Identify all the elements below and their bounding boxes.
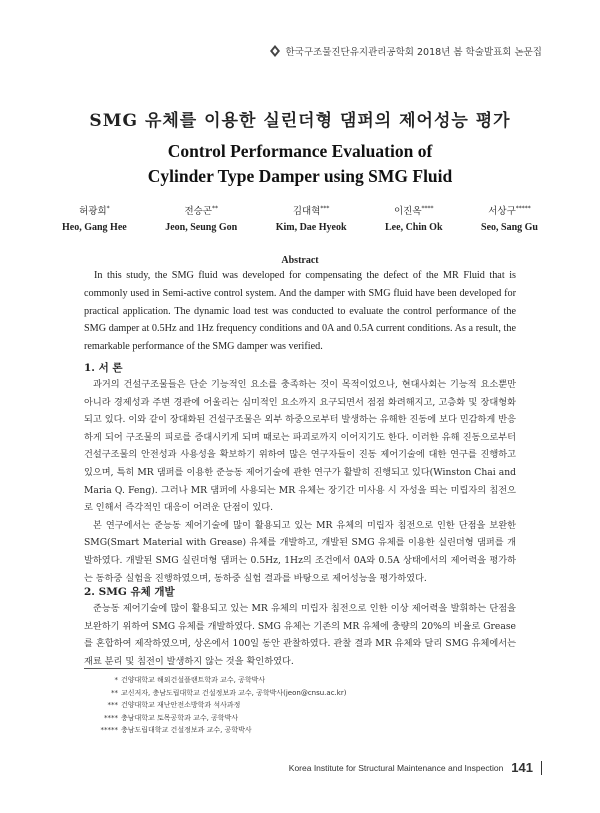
society-logo-icon — [270, 45, 280, 57]
footnote-mark: ** — [111, 688, 118, 697]
author-mark: * — [106, 204, 110, 212]
author-name-korean: 이진옥 — [394, 206, 422, 217]
section-body-smg-fluid — [84, 600, 516, 670]
footnote — [84, 712, 516, 725]
footnote — [84, 724, 516, 737]
footnote — [84, 687, 516, 700]
author-mark: **** — [421, 204, 434, 212]
footnote-mark: **** — [104, 713, 118, 722]
abstract-heading: Abstract — [281, 255, 319, 266]
footnote-mark: * — [114, 676, 118, 684]
footer-organization: Korea Institute for Structural Maintenance and Inspection — [288, 762, 504, 773]
footnote-mark: *** — [107, 701, 118, 710]
page-number: 141 — [511, 760, 533, 775]
author — [385, 203, 443, 233]
footer-divider — [541, 761, 542, 775]
author-list — [62, 203, 538, 233]
author-name-korean: 김대혁 — [292, 206, 321, 217]
running-header-text: 한국구조물진단유지관리공학회 2018년 봄 학술발표회 논문집 — [285, 47, 542, 58]
author-name-english: Jeon, Seung Gon — [165, 222, 238, 233]
author-name-english: Heo, Gang Hee — [62, 222, 127, 233]
author — [276, 203, 347, 233]
author-name-korean: 허광희 — [79, 206, 107, 217]
author-name-korean: 전승곤 — [184, 206, 212, 217]
title-english-line-1: Control Performance Evaluation of — [167, 141, 433, 161]
author-mark: ** — [211, 204, 218, 212]
footnote — [84, 674, 516, 687]
footnote-list — [84, 674, 516, 737]
title-korean: SMG 유체를 이용한 실린더형 댐퍼의 제어성능 평가 — [89, 111, 511, 131]
footnote-mark: ***** — [100, 726, 118, 735]
section-heading-smg-fluid: 2. SMG 유체 개발 — [84, 586, 175, 598]
footnote-text: 건양대학교 재난안전소방학과 석사과정 — [121, 701, 241, 710]
footnote-text: 충남대학교 토목공학과 교수, 공학박사 — [121, 713, 239, 722]
section-heading-introduction: 1. 서 론 — [84, 362, 123, 374]
author-name-english: Seo, Sang Gu — [481, 222, 538, 233]
footnote-text: 건양대학교 해외건설플랜트학과 교수, 공학박사 — [121, 676, 266, 684]
page-footer — [289, 760, 542, 775]
title-english-line-2: Cylinder Type Damper using SMG Fluid — [147, 166, 453, 186]
author — [165, 203, 237, 233]
running-header — [270, 44, 542, 58]
author-name-korean: 서상구 — [488, 206, 516, 217]
paragraph: 과거의 건설구조물들은 단순 기능적인 요소를 충족하는 것이 목적이었으나, 현대사회는 기능적 요소뿐만 아니라 경제성과 주변 경관에 어울리는 심미적인 요소까지 요구되면서 점점 화려해지고, 고층화 및 장대형화 되고 있다. 이와 같이 장대화된 건설구조물은 외부 하중으로부터 발생하는 유해한 진동에 보다 민감하게 반응하게 되어 구조물의 피로를 증대시키게 되며 때로는 파괴로까지 이어지기도 한다. 이러한 유해 진동으로부터 건설구조물의 안전성과 사용성을 확보하기 위하여 많은 연구자들이 진동 제어기술에 대한 연구를 진행하고 있으며, 특히 MR 댐퍼를 이용한 준능동 제어기술에 관한 연구가 활발히 진행되고 있다(Winston Chai and Maria Q. Feng). 그러나 MR 댐퍼에 사용되는 MR 유체는 장기간 미사용 시 자성을 띄는 미립자의 침전으로 인해서 즉각적인 대응이 어려운 단점이 있다. — [84, 379, 516, 514]
paragraph: 준능동 제어기술에 많이 활용되고 있는 MR 유체의 미립자 침전으로 인한 이상 제어력을 발휘하는 단점을 보완하기 위하여 SMG 유체를 개발하였다. SMG 유체는 기존의 MR 유체에 충량의 20%의 비율로 Grease를 혼합하여 제작하였으며, 상온에서 100일 동안 관찰하였다. 관찰 결과 MR 유체와 달리 SMG 유체에서는 재료 분리 및 침전이 발생하지 않는 것을 확인하였다. — [84, 603, 516, 667]
footnote-text: 교신저자, 충남도립대학교 건설정보과 교수, 공학박사(jeon@cnsu.ac.kr) — [121, 688, 347, 697]
author — [62, 203, 127, 233]
footnote-text: 충남도립대학교 건설정보과 교수, 공학박사 — [121, 726, 252, 735]
abstract-text: In this study, the SMG fluid was developed for compensating the defect of the MR Fluid that is commonly used in Semi-active control system. And the damper with SMG fluid have been developed for practical application. The dynamic load test was conducted to evaluate the control performance of the SMG damper at 0.5Hz and 1Hz frequency conditions and 0A and 0.5A current conditions. As a result, the remarkable performance of the SMG damper was verified. — [84, 270, 516, 353]
footnote-divider — [84, 668, 210, 669]
footnote — [84, 699, 516, 712]
author-mark: ***** — [515, 204, 531, 212]
section-body-introduction — [84, 376, 516, 587]
author — [481, 203, 538, 233]
author-name-english: Lee, Chin Ok — [385, 222, 443, 233]
author-name-english: Kim, Dae Hyeok — [275, 222, 347, 233]
author-mark: *** — [320, 204, 330, 212]
title-english — [0, 139, 600, 189]
paragraph: 본 연구에서는 준능동 제어기술에 많이 활용되고 있는 MR 유체의 미립자 침전으로 인한 단점을 보완한 SMG(Smart Material with Grease) 유체를 개발하고, 개발된 SMG 유체를 이용한 실린더형 댐퍼를 개발하였다. 개발된 SMG 실린더형 댐퍼는 0.5Hz, 1Hz의 조건에서 0A와 0.5A 상태에서의 제어력을 평가하는 동하중 실험을 진행하였으며, 동하중 실험 결과를 바탕으로 제어성능을 평가하였다. — [84, 519, 516, 584]
